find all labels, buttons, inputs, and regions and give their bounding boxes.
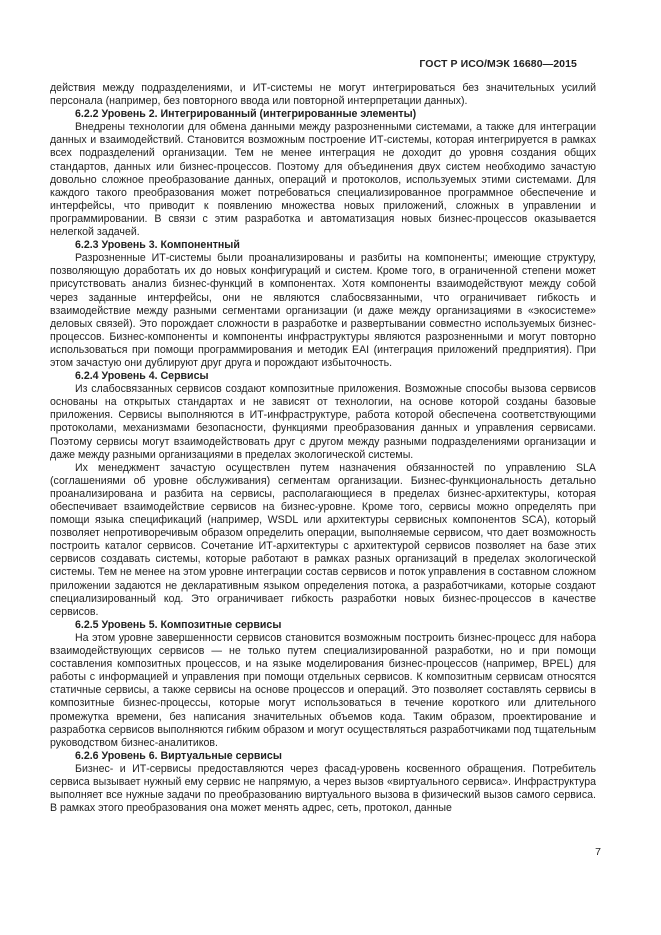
section-paragraph: Разрозненные ИТ-системы были проанализированы и разбиты на компоненты; имеющие структуру, позволяющую доработать их до новых конфигураций и систем. Кроме того, в ограниченной степени может присутствовать анализ бизнес-функций в компонентах. Хотя компоненты взаимодействуют между собой через заданные интерфейсы, они не являются слабосвязанными, что ограничивает гибкость и взаимодействие между разными сегментами организации (и даже между организациями в «экосистеме» деловых связей). Это порождает сложности в разработке и развертывании совместно используемых бизнес-процессов. Бизнес-компоненты и компоненты инфраструктуры являются разрозненными и могут повторно использоваться при помощи программирования и методик EAI (интеграция приложений предприятия). При этом зачастую они дублируют друг друга и порождают избыточность. [50,252,596,369]
section-paragraph: На этом уровне завершенности сервисов становится возможным построить бизнес-процесс для набора взаимодействующих сервисов — не только путем специализированной разработки, но и при помощи составления композитных процессов, и на языке моделирования бизнес-процессов (например, BPEL) для работы с информацией и управления при помощи отдельных сервисов. К композитным сервисам относятся статичные сервисы, а также сервисы на основе процессов и операций. Это позволяет составлять сервисы в композитные бизнес-процессы, которые могут использоваться в течение короткого или длительного промежутка времени, без написания значительных объемов кода. Таким образом, проектирование и разработка сервисов выполняются гибким образом и могут осуществляться разработчиками под тщательным руководством бизнес-аналитиков. [50,631,596,749]
document-body [50,82,596,815]
section-heading-6-2-5: 6.2.5 Уровень 5. Композитные сервисы [75,618,282,631]
section-heading-6-2-4: 6.2.4 Уровень 4. Сервисы [75,370,209,383]
section-heading-6-2-6: 6.2.6 Уровень 6. Виртуальные сервисы [75,749,282,762]
section-paragraph: Внедрены технологии для обмена данными между разрозненными системами, а также для интеграции данных и взаимодействий. Становится возможным построение ИТ-системы, которая интегрируется в рамках всех подразделений организации. Тем не менее интеграция не доходит до уровня создания общих стандартов, данных или бизнес-процессов. Поэтому для объединения двух систем необходимо зачастую довольно сложное преобразование данных, операций и протоколов, используемых этими системами. Для каждого такого преобразования может потребоваться специализированное программное обеспечение и интерфейсы, что приводит к появлению множества новых приложений, сложных в управлении и программировании. В связи с этим разработка и автоматизация новых бизнес-процессов оказывается нелегкой задачей. [50,121,596,239]
page-number: 7 [595,846,601,858]
section-paragraph: Бизнес- и ИТ-сервисы предоставляются через фасад-уровень косвенного обращения. Потребитель сервиса вызывает нужный ему сервис не напрямую, а через вызов «виртуального сервиса». Инфраструктура выполняет все нужные задачи по преобразованию виртуального вызова в физический вызов самого сервиса. В рамках этого преобразования она может менять адрес, сеть, протокол, данные [50,762,596,815]
section-paragraph: Из слабосвязанных сервисов создают композитные приложения. Возможные способы вызова сервисов основаны на открытых стандартах и не зависят от технологии, на основе которой созданы базовые приложения. Сервисы выполняются в ИТ-инфраструктуре, работа которой обеспечена соответствующими протоколами, механизмами безопасности, функциями преобразования данных и управления сервисами. Поэтому сервисы могут взаимодействовать друг с другом между разными подразделениями организации и даже между разными организациями в пределах экологической системы. [50,383,596,461]
section-heading-6-2-2: 6.2.2 Уровень 2. Интегрированный (интегрированные элементы) [75,108,417,121]
section-heading-6-2-3: 6.2.3 Уровень 3. Компонентный [75,239,240,252]
document-header: ГОСТ Р ИСО/МЭК 16680—2015 [419,58,577,70]
intro-paragraph: действия между подразделениями, и ИТ-системы не могут интегрироваться без значительных усилий персонала (например, без повторного ввода или повторной интерпретации данных). [50,82,596,108]
section-paragraph: Их менеджмент зачастую осуществлен путем назначения обязанностей по управлению SLA (соглашениями об уровне обслуживания) сегментам организации. Бизнес-функциональность детально проанализирована и разбита на сервисы, располагающиеся в пределах бизнес-архитектуры, которая обеспечивает взаимодействие сервисов на бизнес-уровне. Кроме того, сервисы можно определять при помощи языка спецификаций (например, WSDL или архитектуры сервисных компонентов SCA), который позволяет непротиворечивым образом определить операции, выполняемые сервисом, что дает возможность построить каталог сервисов. Сочетание ИТ-архитектуры с архитектурой сервисов позволяет на базе этих сервисов создавать системы, которые работают в рамках разных организаций в пределах экологической системы. Тем не менее на этом уровне интеграции состав сервисов и поток управления в составном сложном приложении задаются не декларативным языком определения потока, а разработчиками, которые создают специализированный код. Это ограничивает гибкость разработки новых бизнес-процессов в качестве сервисов. [50,461,596,618]
